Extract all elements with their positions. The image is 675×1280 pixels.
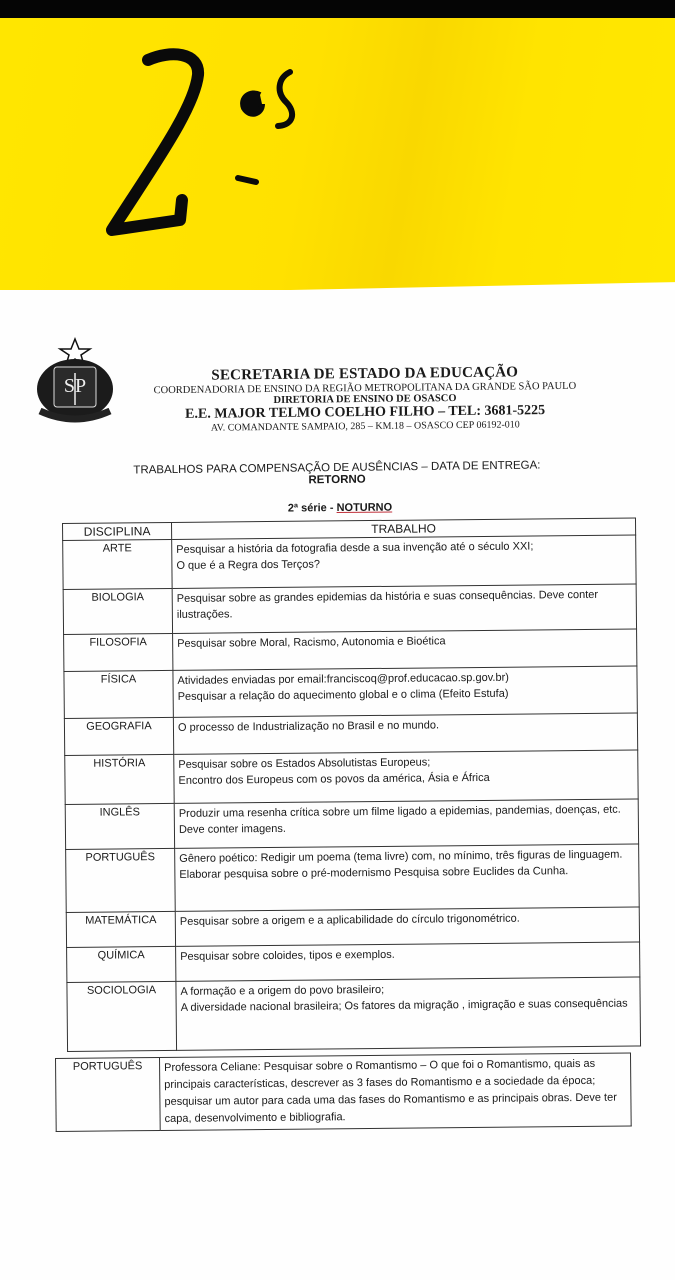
trabalho-line: Gênero poético: Redigir um poema (tema livre) com, no mínimo, três figuras de linguagem. Elaborar pesquisa sobre o pré-modernismo Pesquisa sobre Euclides da Cunha. bbox=[179, 848, 623, 881]
trabalho-cell bbox=[173, 713, 637, 754]
trabalho-cell bbox=[172, 584, 636, 633]
disciplina-cell: BIOLOGIA bbox=[63, 588, 172, 634]
header-disciplina: DISCIPLINA bbox=[63, 522, 172, 540]
trabalho-cell bbox=[176, 977, 641, 1050]
header-trabalho: TRABALHO bbox=[171, 518, 635, 539]
disciplina-cell: GEOGRAFIA bbox=[64, 717, 173, 755]
trabalho-cell bbox=[176, 942, 640, 981]
trabalho-cell bbox=[174, 750, 638, 803]
letterhead bbox=[130, 364, 601, 435]
trabalho-cell bbox=[173, 629, 637, 670]
handwritten-2as-mark bbox=[90, 40, 370, 260]
table-row bbox=[65, 750, 638, 804]
letterhead-school: E.E. MAJOR TELMO COELHO FILHO – TEL: 3681-5225 bbox=[185, 403, 546, 422]
disciplina-cell: PORTUGUÊS bbox=[66, 848, 176, 912]
table-row bbox=[64, 629, 637, 671]
trabalho-line: Pesquisar a história da fotografia desde a sua invenção até o século XXI; bbox=[176, 540, 534, 556]
table-row bbox=[67, 977, 641, 1051]
top-dark-edge bbox=[0, 0, 675, 20]
disciplina-cell: FILOSOFIA bbox=[64, 633, 173, 671]
trabalho-line: A diversidade nacional brasileira; Os fatores da migração , imigração e suas consequências bbox=[180, 997, 628, 1014]
trabalho-cell bbox=[174, 799, 638, 848]
table-row bbox=[64, 666, 637, 718]
trabalho-cell: Professora Celiane: Pesquisar sobre o Romantismo – O que foi o Romantismo, quais as principais características, descrever as 3 fases do Romantismo e a sociedade da época; pesquisar um autor para cada uma das fases do Romantismo e as principais obras. Deve ter capa, desenvolvimento e bibliografia. bbox=[159, 1053, 631, 1131]
title-deadline: RETORNO bbox=[308, 473, 366, 487]
table-row bbox=[66, 907, 639, 947]
trabalho-line: Pesquisar sobre a origem e a aplicabilidade do círculo trigonométrico. bbox=[179, 912, 520, 928]
letterhead-diretoria: DIRETORIA DE ENSINO DE OSASCO bbox=[273, 393, 457, 406]
trabalho-cell bbox=[172, 535, 636, 588]
trabalho-line: Produzir uma resenha crítica sobre um filme ligado a epidemias, pandemias, doenças, etc. Deve conter imagens. bbox=[178, 803, 621, 836]
trabalho-line: Pesquisar sobre os Estados Absolutistas Europeus; bbox=[178, 756, 431, 771]
trabalho-line: O que é a Regra dos Terços? bbox=[176, 558, 320, 572]
table-row bbox=[67, 942, 640, 982]
table-row bbox=[56, 1053, 632, 1132]
trabalho-line: Pesquisar sobre as grandes epidemias da história e suas consequências. Deve conter ilustrações. bbox=[176, 588, 599, 621]
trabalho-cell bbox=[175, 844, 640, 911]
document-subtitle bbox=[240, 501, 440, 515]
trabalho-line: A formação e a origem do povo brasileiro; bbox=[180, 983, 385, 998]
disciplina-cell: SOCIOLOGIA bbox=[67, 981, 177, 1051]
trabalho-line: Atividades enviadas por email:franciscoq@prof.educacao.sp.gov.br) bbox=[177, 671, 509, 687]
sao-paulo-coat-of-arms-icon bbox=[32, 337, 118, 425]
table-row bbox=[64, 713, 637, 755]
disciplina-cell: HISTÓRIA bbox=[65, 754, 174, 804]
title-text: TRABALHOS PARA COMPENSAÇÃO DE AUSÊNCIAS – DATA DE ENTREGA: bbox=[133, 459, 541, 477]
disciplina-cell: PORTUGUÊS bbox=[56, 1057, 161, 1131]
extra-assignment-table bbox=[55, 1052, 632, 1132]
table-row bbox=[63, 584, 636, 634]
table-row bbox=[66, 844, 640, 912]
subtitle-shift: NOTURNO bbox=[336, 501, 393, 515]
trabalho-line: Pesquisar sobre coloides, tipos e exemplos. bbox=[180, 948, 395, 963]
disciplina-cell: INGLÊS bbox=[65, 803, 174, 849]
trabalho-line: O processo de Industrialização no Brasil e no mundo. bbox=[177, 719, 440, 734]
trabalho-line: Pesquisar sobre Moral, Racismo, Autonomia e Bioética bbox=[177, 635, 446, 650]
letterhead-coordenadoria: COORDENADORIA DE ENSINO DA REGIÃO METROPOLITANA DA GRANDE SÃO PAULO bbox=[153, 380, 577, 397]
table-row bbox=[65, 799, 638, 849]
trabalho-line: Pesquisar a relação do aquecimento global e o clima (Efeito Estufa) bbox=[177, 687, 509, 703]
trabalho-line: Encontro dos Europeus com os povos da américa, Ásia e África bbox=[178, 771, 490, 787]
letterhead-secretaria: SECRETARIA DE ESTADO DA EDUCAÇÃO bbox=[211, 364, 519, 384]
disciplina-cell: FÍSICA bbox=[64, 670, 173, 718]
trabalho-cell bbox=[173, 666, 637, 717]
letterhead-address: AV. COMANDANTE SAMPAIO, 285 – KM.18 – OSASCO CEP 06192-010 bbox=[210, 419, 520, 434]
assignments-table bbox=[62, 517, 641, 1051]
table-row bbox=[63, 535, 636, 589]
sticky-note bbox=[0, 18, 675, 296]
seal-initials: SP bbox=[63, 375, 87, 397]
trabalho-cell bbox=[175, 907, 639, 946]
subtitle-grade: 2ª série - bbox=[287, 502, 337, 515]
disciplina-cell: MATEMÁTICA bbox=[66, 911, 175, 947]
disciplina-cell: ARTE bbox=[63, 539, 172, 589]
disciplina-cell: QUÍMICA bbox=[67, 946, 176, 982]
